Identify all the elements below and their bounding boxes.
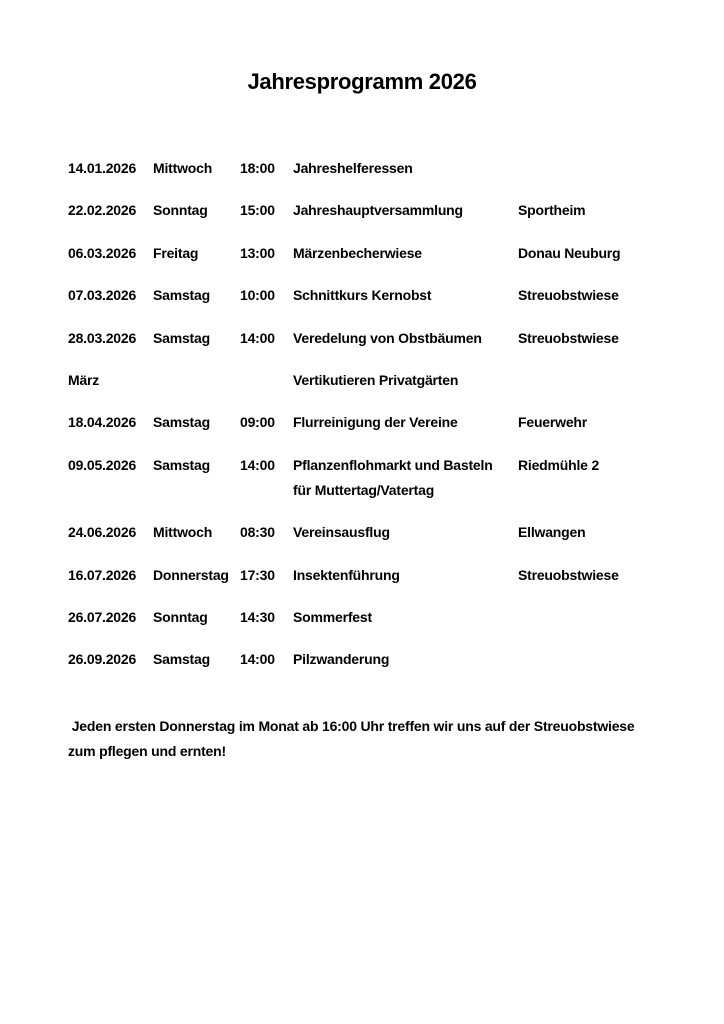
schedule-row: [68, 241, 674, 266]
event-cell: [293, 241, 518, 266]
event-line1: Vereinsausflug: [293, 524, 390, 541]
event-line1: Märzenbecherwiese: [293, 244, 422, 261]
location-cell: Feuerwehr: [518, 414, 587, 431]
event-cell: [293, 605, 518, 630]
date-cell: März: [68, 371, 100, 388]
day-cell: Mittwoch: [153, 160, 213, 176]
date-cell: 22.02.2026: [68, 202, 137, 219]
event-cell: [293, 563, 518, 588]
location-cell: Sportheim: [518, 202, 586, 219]
location-cell: [518, 156, 674, 181]
location-cell: [518, 647, 674, 672]
schedule-row: [68, 520, 674, 545]
location-cell: [518, 605, 674, 630]
day-cell: Sonntag: [153, 608, 208, 625]
event-line1: Schnittkurs Kernobst: [293, 287, 432, 304]
time-cell: 09:00: [240, 414, 275, 431]
document-title: Jahresprogramm 2026: [247, 69, 477, 94]
location-cell: [518, 368, 674, 393]
schedule-row: [68, 156, 674, 181]
time-cell: 18:00: [240, 160, 275, 176]
day-cell: Samstag: [153, 651, 210, 668]
event-cell: [293, 283, 518, 308]
location-cell: Streuobstwiese: [518, 287, 619, 304]
time-cell: 10:00: [240, 287, 275, 304]
event-line1: Insektenführung: [293, 566, 400, 583]
location-cell: Streuobstwiese: [518, 329, 619, 346]
event-cell: [293, 453, 518, 503]
schedule-row: [68, 410, 674, 435]
event-line1: Jahreshelferessen: [293, 160, 413, 176]
schedule-row: [68, 326, 674, 351]
day-cell: [153, 368, 240, 393]
date-cell: 09.05.2026: [68, 456, 137, 473]
day-cell: Samstag: [153, 414, 210, 431]
date-cell: 26.07.2026: [68, 608, 137, 625]
location-cell: Streuobstwiese: [518, 566, 619, 583]
day-cell: Samstag: [153, 287, 210, 304]
schedule-row: [68, 647, 674, 672]
time-cell: 17:30: [240, 566, 275, 583]
day-cell: Mittwoch: [153, 524, 213, 541]
schedule-row: [68, 198, 674, 223]
time-cell: 14:00: [240, 456, 275, 473]
location-cell: Donau Neuburg: [518, 244, 621, 261]
event-line1: Sommerfest: [293, 608, 372, 625]
event-cell: [293, 326, 518, 351]
event-cell: [293, 156, 518, 181]
event-line1: Pilzwanderung: [293, 651, 390, 668]
event-cell: [293, 647, 518, 672]
day-cell: Donnerstag: [153, 566, 229, 583]
schedule: [68, 156, 674, 672]
date-cell: 26.09.2026: [68, 651, 137, 668]
date-cell: 07.03.2026: [68, 287, 137, 304]
time-cell: 14:30: [240, 608, 275, 625]
time-cell: [240, 368, 293, 393]
event-line1: Pflanzenflohmarkt und Basteln: [293, 456, 493, 473]
event-cell: [293, 520, 518, 545]
date-cell: 06.03.2026: [68, 244, 137, 261]
day-cell: Samstag: [153, 329, 210, 346]
date-cell: 14.01.2026: [68, 160, 137, 176]
date-cell: 24.06.2026: [68, 524, 137, 541]
location-cell: Riedmühle 2: [518, 456, 600, 473]
time-cell: 08:30: [240, 524, 275, 541]
event-line2: für Muttertag/Vatertag: [293, 481, 435, 498]
event-cell: [293, 198, 518, 223]
event-line1: Jahreshauptversammlung: [293, 202, 463, 219]
event-cell: [293, 368, 518, 393]
day-cell: Sonntag: [153, 202, 208, 219]
time-cell: 15:00: [240, 202, 275, 219]
location-cell: Ellwangen: [518, 524, 586, 541]
footer-note-line1: Jeden ersten Donnerstag im Monat ab 16:00 Uhr treffen wir uns auf der Streuobstwiese: [68, 718, 635, 735]
date-cell: 16.07.2026: [68, 566, 137, 583]
time-cell: 14:00: [240, 651, 275, 668]
day-cell: Samstag: [153, 456, 210, 473]
footer-note-line2: zum pflegen und ernten!: [68, 743, 226, 760]
time-cell: 14:00: [240, 329, 275, 346]
date-cell: 18.04.2026: [68, 414, 137, 431]
footer-note: [68, 714, 674, 764]
schedule-row: [68, 605, 674, 630]
event-cell: [293, 410, 518, 435]
event-line1: Veredelung von Obstbäumen: [293, 329, 482, 346]
day-cell: Freitag: [153, 244, 199, 261]
event-line1: Flurreinigung der Vereine: [293, 414, 458, 431]
time-cell: 13:00: [240, 244, 275, 261]
schedule-row: [68, 283, 674, 308]
date-cell: 28.03.2026: [68, 329, 137, 346]
schedule-row: [68, 368, 674, 393]
schedule-row: [68, 563, 674, 588]
event-line1: Vertikutieren Privatgärten: [293, 371, 459, 388]
schedule-row: [68, 453, 674, 503]
